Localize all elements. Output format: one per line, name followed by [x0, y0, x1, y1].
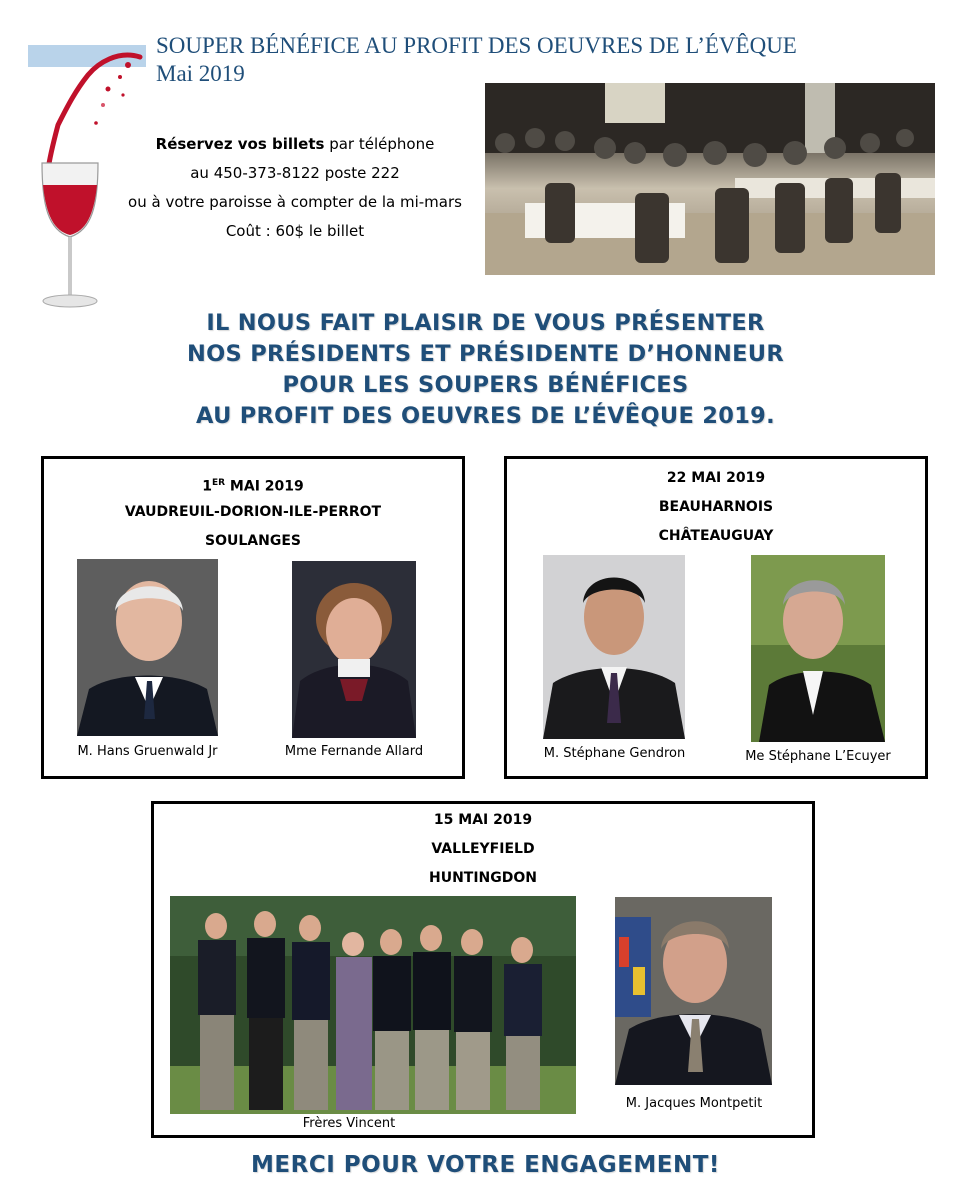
banquet-scene — [485, 83, 935, 275]
event-date: 15 MAI 2019 — [433, 812, 533, 828]
event-region1: BEAUHARNOIS — [658, 499, 774, 515]
caption-jacques-montpetit: M. Jacques Montpetit — [625, 1096, 763, 1111]
event-box-may-22 — [504, 456, 928, 779]
caption-stephane-lecuyer: Me Stéphane L’Ecuyer — [745, 749, 891, 764]
event-date — [44, 469, 462, 502]
portrait-hans-gruenwald — [77, 559, 218, 736]
event-title — [156, 32, 797, 88]
portrait-silhouette — [292, 561, 416, 738]
event-box-may-1 — [41, 456, 465, 779]
caption-hans-gruenwald: M. Hans Gruenwald Jr — [77, 744, 218, 759]
portrait-silhouette — [615, 897, 772, 1085]
event-date-suffix: ER — [211, 478, 226, 488]
event-title-line1: SOUPER BÉNÉFICE AU PROFIT DES OEUVRES DE L’ÉVÊQUE — [156, 33, 797, 58]
portrait-stephane-gendron — [543, 555, 685, 739]
event-date-day: 1 — [202, 478, 212, 495]
caption-stephane-gendron: M. Stéphane Gendron — [543, 746, 686, 761]
banquet-photo — [485, 83, 935, 275]
portrait-silhouette — [751, 555, 885, 742]
event-region1: VALLEYFIELD — [431, 841, 535, 857]
thanks-message: MERCI POUR VOTRE ENGAGEMENT! — [251, 1152, 720, 1178]
intro-heading — [0, 308, 971, 432]
reservation-line1-rest: par téléphone — [324, 135, 435, 153]
event-region2: CHÂTEAUGUAY — [658, 528, 774, 544]
event-date-rest: MAI 2019 — [225, 478, 304, 495]
reservation-parish: ou à votre paroisse à compter de la mi-mars — [128, 193, 462, 211]
reservation-bold-prefix: Réservez vos billets — [155, 135, 325, 153]
intro-line4: AU PROFIT DES OEUVRES DE L’ÉVÊQUE 2019. — [196, 403, 775, 429]
event-box-may-15 — [151, 801, 815, 1138]
intro-line2: NOS PRÉSIDENTS ET PRÉSIDENTE D’HONNEUR — [187, 341, 784, 367]
portrait-stephane-lecuyer — [751, 555, 885, 742]
event-title-line2: Mai 2019 — [156, 61, 245, 86]
event-region2: SOULANGES — [205, 533, 301, 549]
portrait-silhouette — [77, 559, 218, 736]
portrait-fernande-allard — [292, 561, 416, 738]
event-region2: HUNTINGDON — [428, 870, 537, 886]
reservation-price: Coût : 60$ le billet — [225, 222, 365, 240]
reservation-line1 — [110, 130, 480, 159]
photo-freres-vincent — [170, 896, 576, 1114]
intro-line1: IL NOUS FAIT PLAISIR DE VOUS PRÉSENTER — [206, 310, 765, 336]
portrait-jacques-montpetit — [615, 897, 772, 1085]
reservation-phone: au 450-373-8122 poste 222 — [190, 164, 400, 182]
portrait-silhouette — [543, 555, 685, 739]
caption-freres-vincent: Frères Vincent — [302, 1116, 396, 1131]
group-photo-scene — [170, 896, 576, 1114]
intro-line3: POUR LES SOUPERS BÉNÉFICES — [282, 372, 689, 398]
event-date: 22 MAI 2019 — [666, 470, 766, 486]
reservation-info — [110, 130, 480, 246]
event-region1: VAUDREUIL-DORION-ILE-PERROT — [124, 504, 382, 520]
caption-fernande-allard: Mme Fernande Allard — [284, 744, 424, 759]
